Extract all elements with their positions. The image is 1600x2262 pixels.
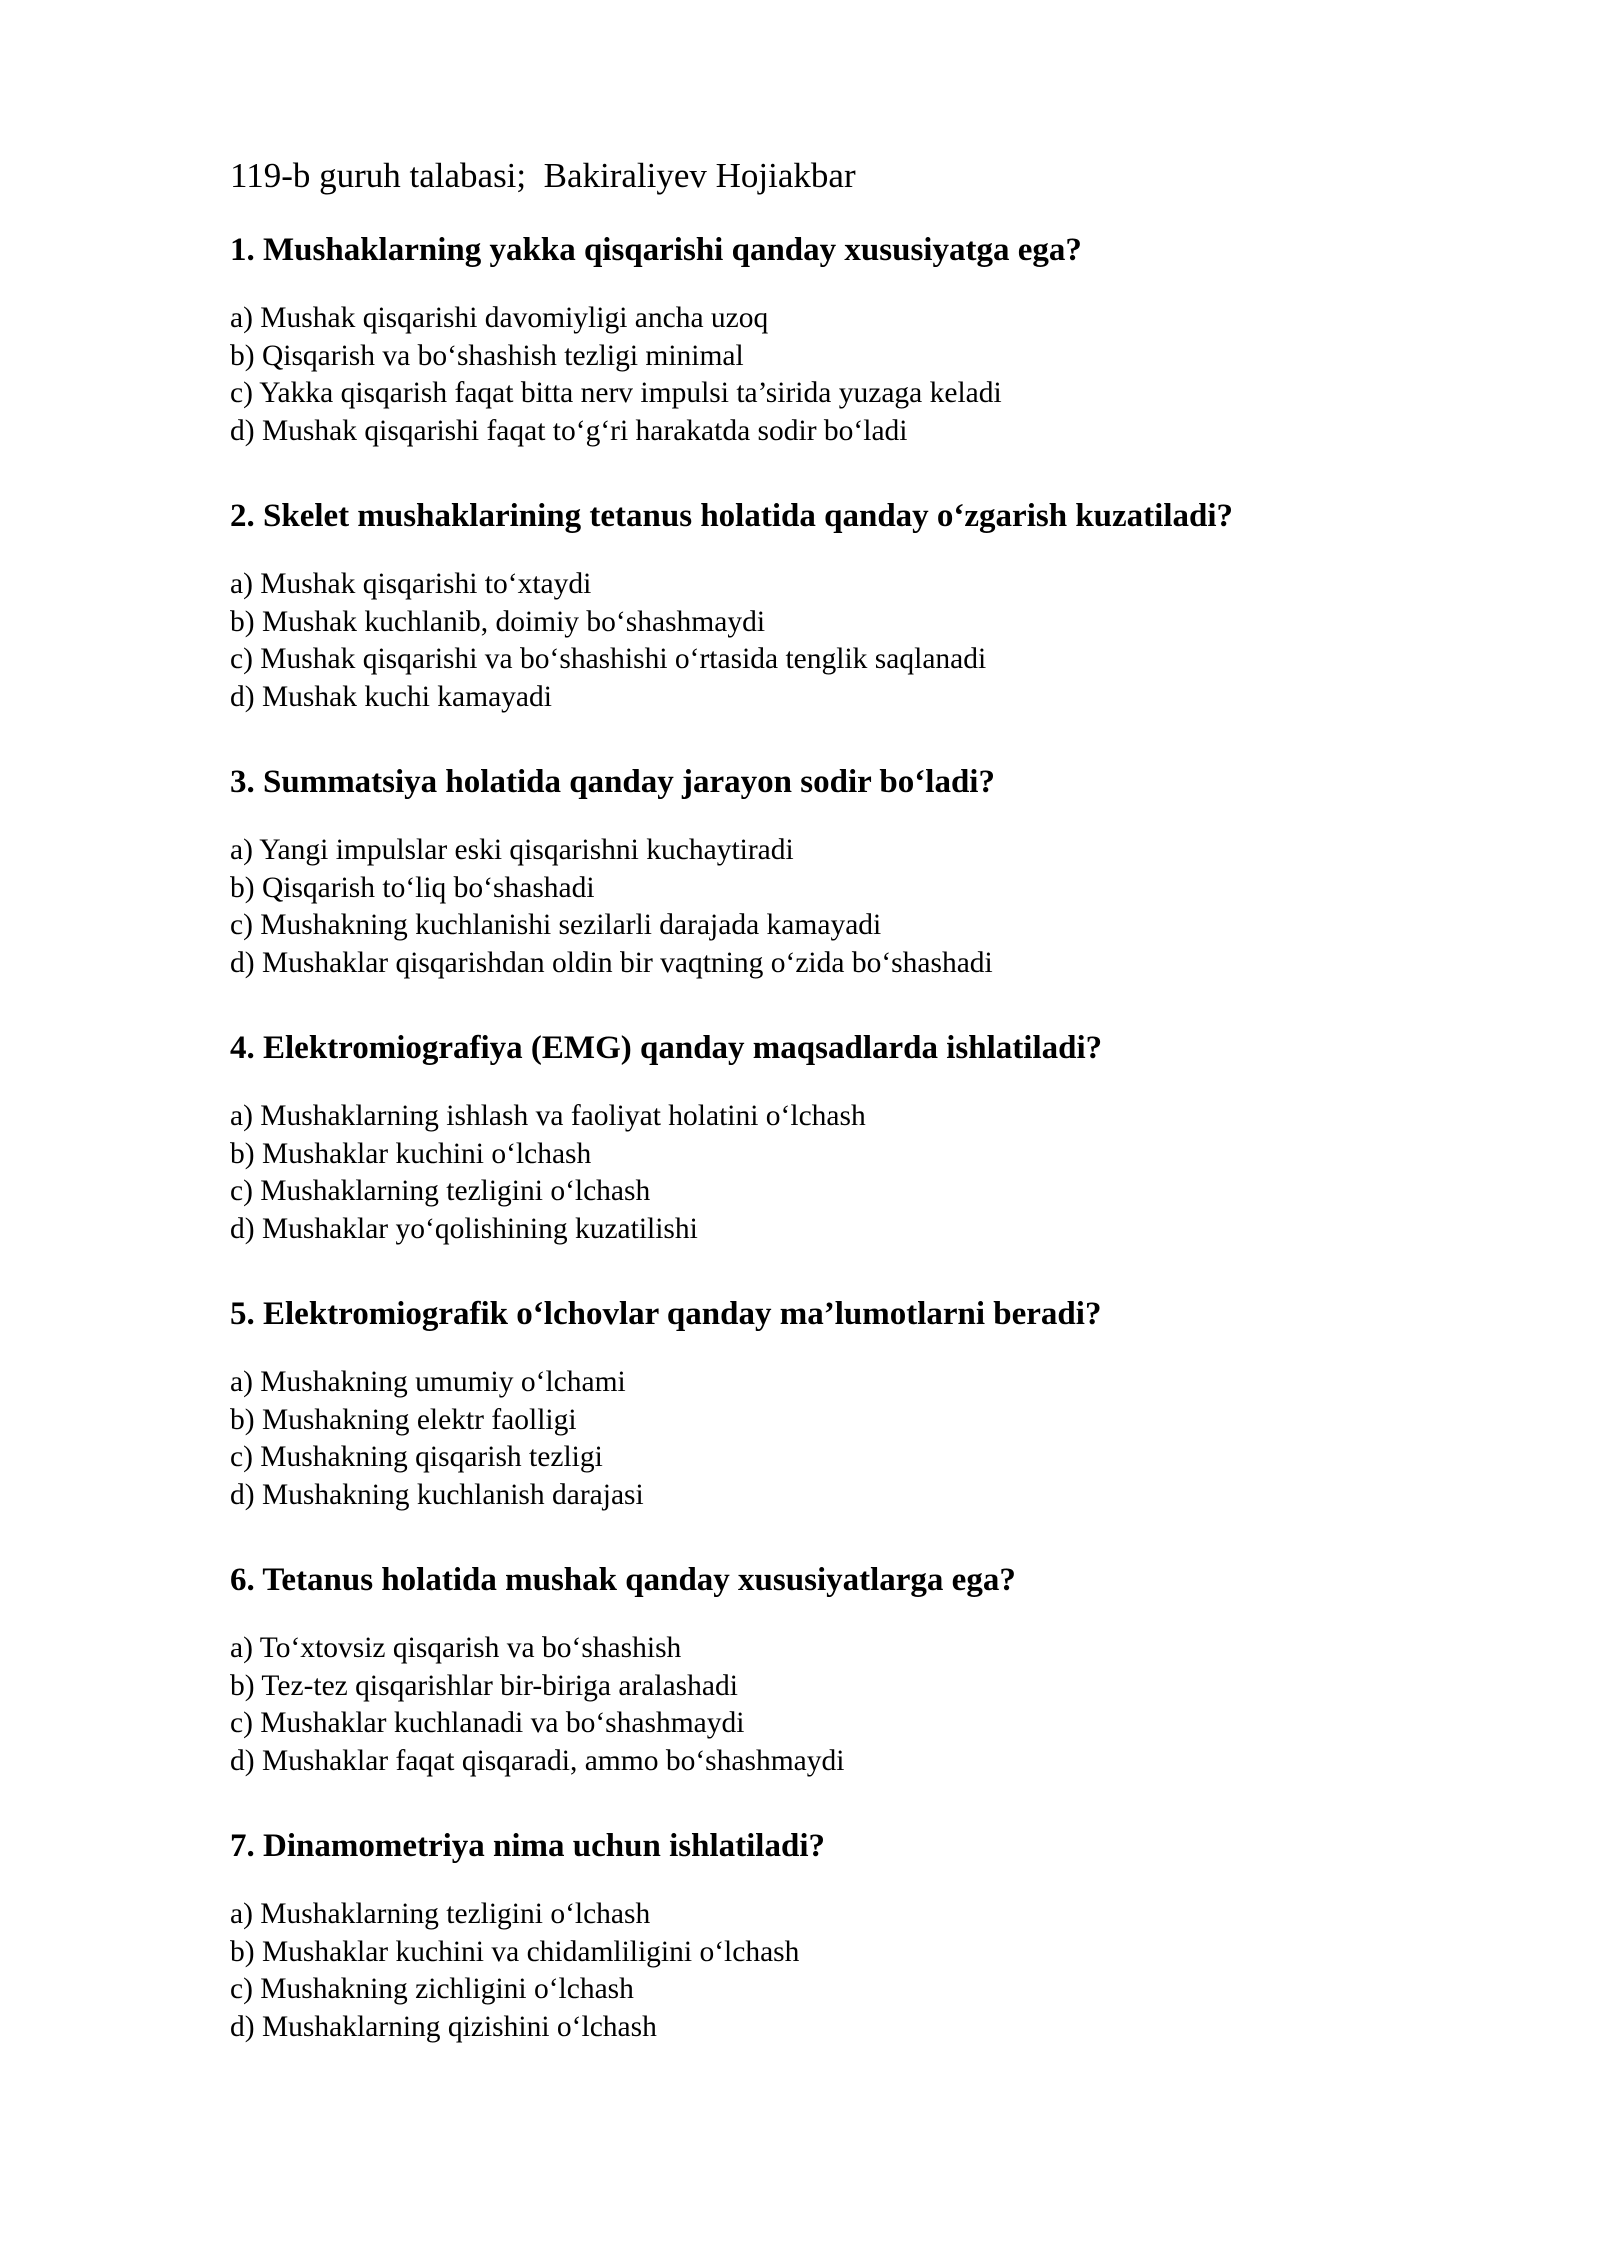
answer-options xyxy=(230,300,1450,450)
answer-option-d: d) Mushaklar yo‘qolishining kuzatilishi xyxy=(230,1212,698,1245)
answer-option-a: a) Mushaklarning tezligini o‘lchash xyxy=(230,1898,651,1930)
answer-option-a: a) Mushak qisqarishi to‘xtaydi xyxy=(230,568,592,600)
question-title: 2. Skelet mushaklarining tetanus holatida qanday o‘zgarish kuzatiladi? xyxy=(230,498,1234,534)
answer-option-a: a) Yangi impulslar eski qisqarishni kuchaytiradi xyxy=(230,834,794,866)
question-title: 6. Tetanus holatida mushak qanday xususiyatlarga ega? xyxy=(230,1562,1016,1598)
answer-option-a: a) Mushaklarning ishlash va faoliyat holatini o‘lchash xyxy=(230,1100,866,1132)
answer-option-d: d) Mushaklar qisqarishdan oldin bir vaqtning o‘zida bo‘shashadi xyxy=(230,946,993,979)
question-title: 4. Elektromiografiya (EMG) qanday maqsadlarda ishlatiladi? xyxy=(230,1030,1103,1066)
answer-option-b: b) Mushakning elektr faolligi xyxy=(230,1403,577,1436)
answer-option-b: b) Mushaklar kuchini va chidamliligini o‘lchash xyxy=(230,1935,800,1968)
answer-option-b: b) Mushak kuchlanib, doimiy bo‘shashmaydi xyxy=(230,605,766,638)
answer-option-b: b) Tez-tez qisqarishlar bir-biriga aralashadi xyxy=(230,1669,738,1702)
document-page xyxy=(230,152,1450,2090)
question-title: 1. Mushaklarning yakka qisqarishi qanday xususiyatga ega? xyxy=(230,232,1082,268)
answer-option-d: d) Mushaklar faqat qisqaradi, ammo bo‘shashmaydi xyxy=(230,1744,845,1777)
answer-options xyxy=(230,1364,1450,1514)
answer-option-b: b) Mushaklar kuchini o‘lchash xyxy=(230,1137,592,1170)
answer-option-d: d) Mushakning kuchlanish darajasi xyxy=(230,1478,644,1511)
question-4 xyxy=(230,1026,1450,1248)
question-title: 3. Summatsiya holatida qanday jarayon sodir bo‘ladi? xyxy=(230,764,995,800)
question-7 xyxy=(230,1824,1450,2046)
answer-option-c: c) Yakka qisqarish faqat bitta nerv impulsi ta’sirida yuzaga keladi xyxy=(230,377,1002,409)
question-1 xyxy=(230,228,1450,450)
question-title: 7. Dinamometriya nima uchun ishlatiladi? xyxy=(230,1828,825,1864)
answer-option-d: d) Mushaklarning qizishini o‘lchash xyxy=(230,2010,657,2043)
question-3 xyxy=(230,760,1450,982)
answer-option-a: a) To‘xtovsiz qisqarish va bo‘shashish xyxy=(230,1632,682,1664)
answer-options xyxy=(230,832,1450,982)
answer-options xyxy=(230,1098,1450,1248)
answer-option-c: c) Mushak qisqarishi va bo‘shashishi o‘rtasida tenglik saqlanadi xyxy=(230,643,987,675)
answer-options xyxy=(230,1896,1450,2046)
answer-options xyxy=(230,566,1450,716)
question-6 xyxy=(230,1558,1450,1780)
answer-option-c: c) Mushaklarning tezligini o‘lchash xyxy=(230,1175,651,1207)
answer-option-b: b) Qisqarish va bo‘shashish tezligi minimal xyxy=(230,339,744,372)
answer-option-c: c) Mushakning kuchlanishi sezilarli darajada kamayadi xyxy=(230,909,882,941)
answer-option-a: a) Mushak qisqarishi davomiyligi ancha uzoq xyxy=(230,302,769,334)
answer-option-a: a) Mushakning umumiy o‘lchami xyxy=(230,1366,626,1398)
question-2 xyxy=(230,494,1450,716)
answer-option-d: d) Mushak qisqarishi faqat to‘g‘ri harakatda sodir bo‘ladi xyxy=(230,414,908,447)
question-title: 5. Elektromiografik o‘lchovlar qanday ma’lumotlarni beradi? xyxy=(230,1296,1102,1332)
answer-option-c: c) Mushakning qisqarish tezligi xyxy=(230,1441,603,1473)
answer-options xyxy=(230,1630,1450,1780)
answer-option-b: b) Qisqarish to‘liq bo‘shashadi xyxy=(230,871,595,904)
answer-option-c: c) Mushaklar kuchlanadi va bo‘shashmaydi xyxy=(230,1707,745,1739)
question-5 xyxy=(230,1292,1450,1514)
student-header: 119-b guruh talabasi; Bakiraliyev Hojiakbar xyxy=(230,156,856,195)
answer-option-c: c) Mushakning zichligini o‘lchash xyxy=(230,1973,634,2005)
answer-option-d: d) Mushak kuchi kamayadi xyxy=(230,680,552,713)
